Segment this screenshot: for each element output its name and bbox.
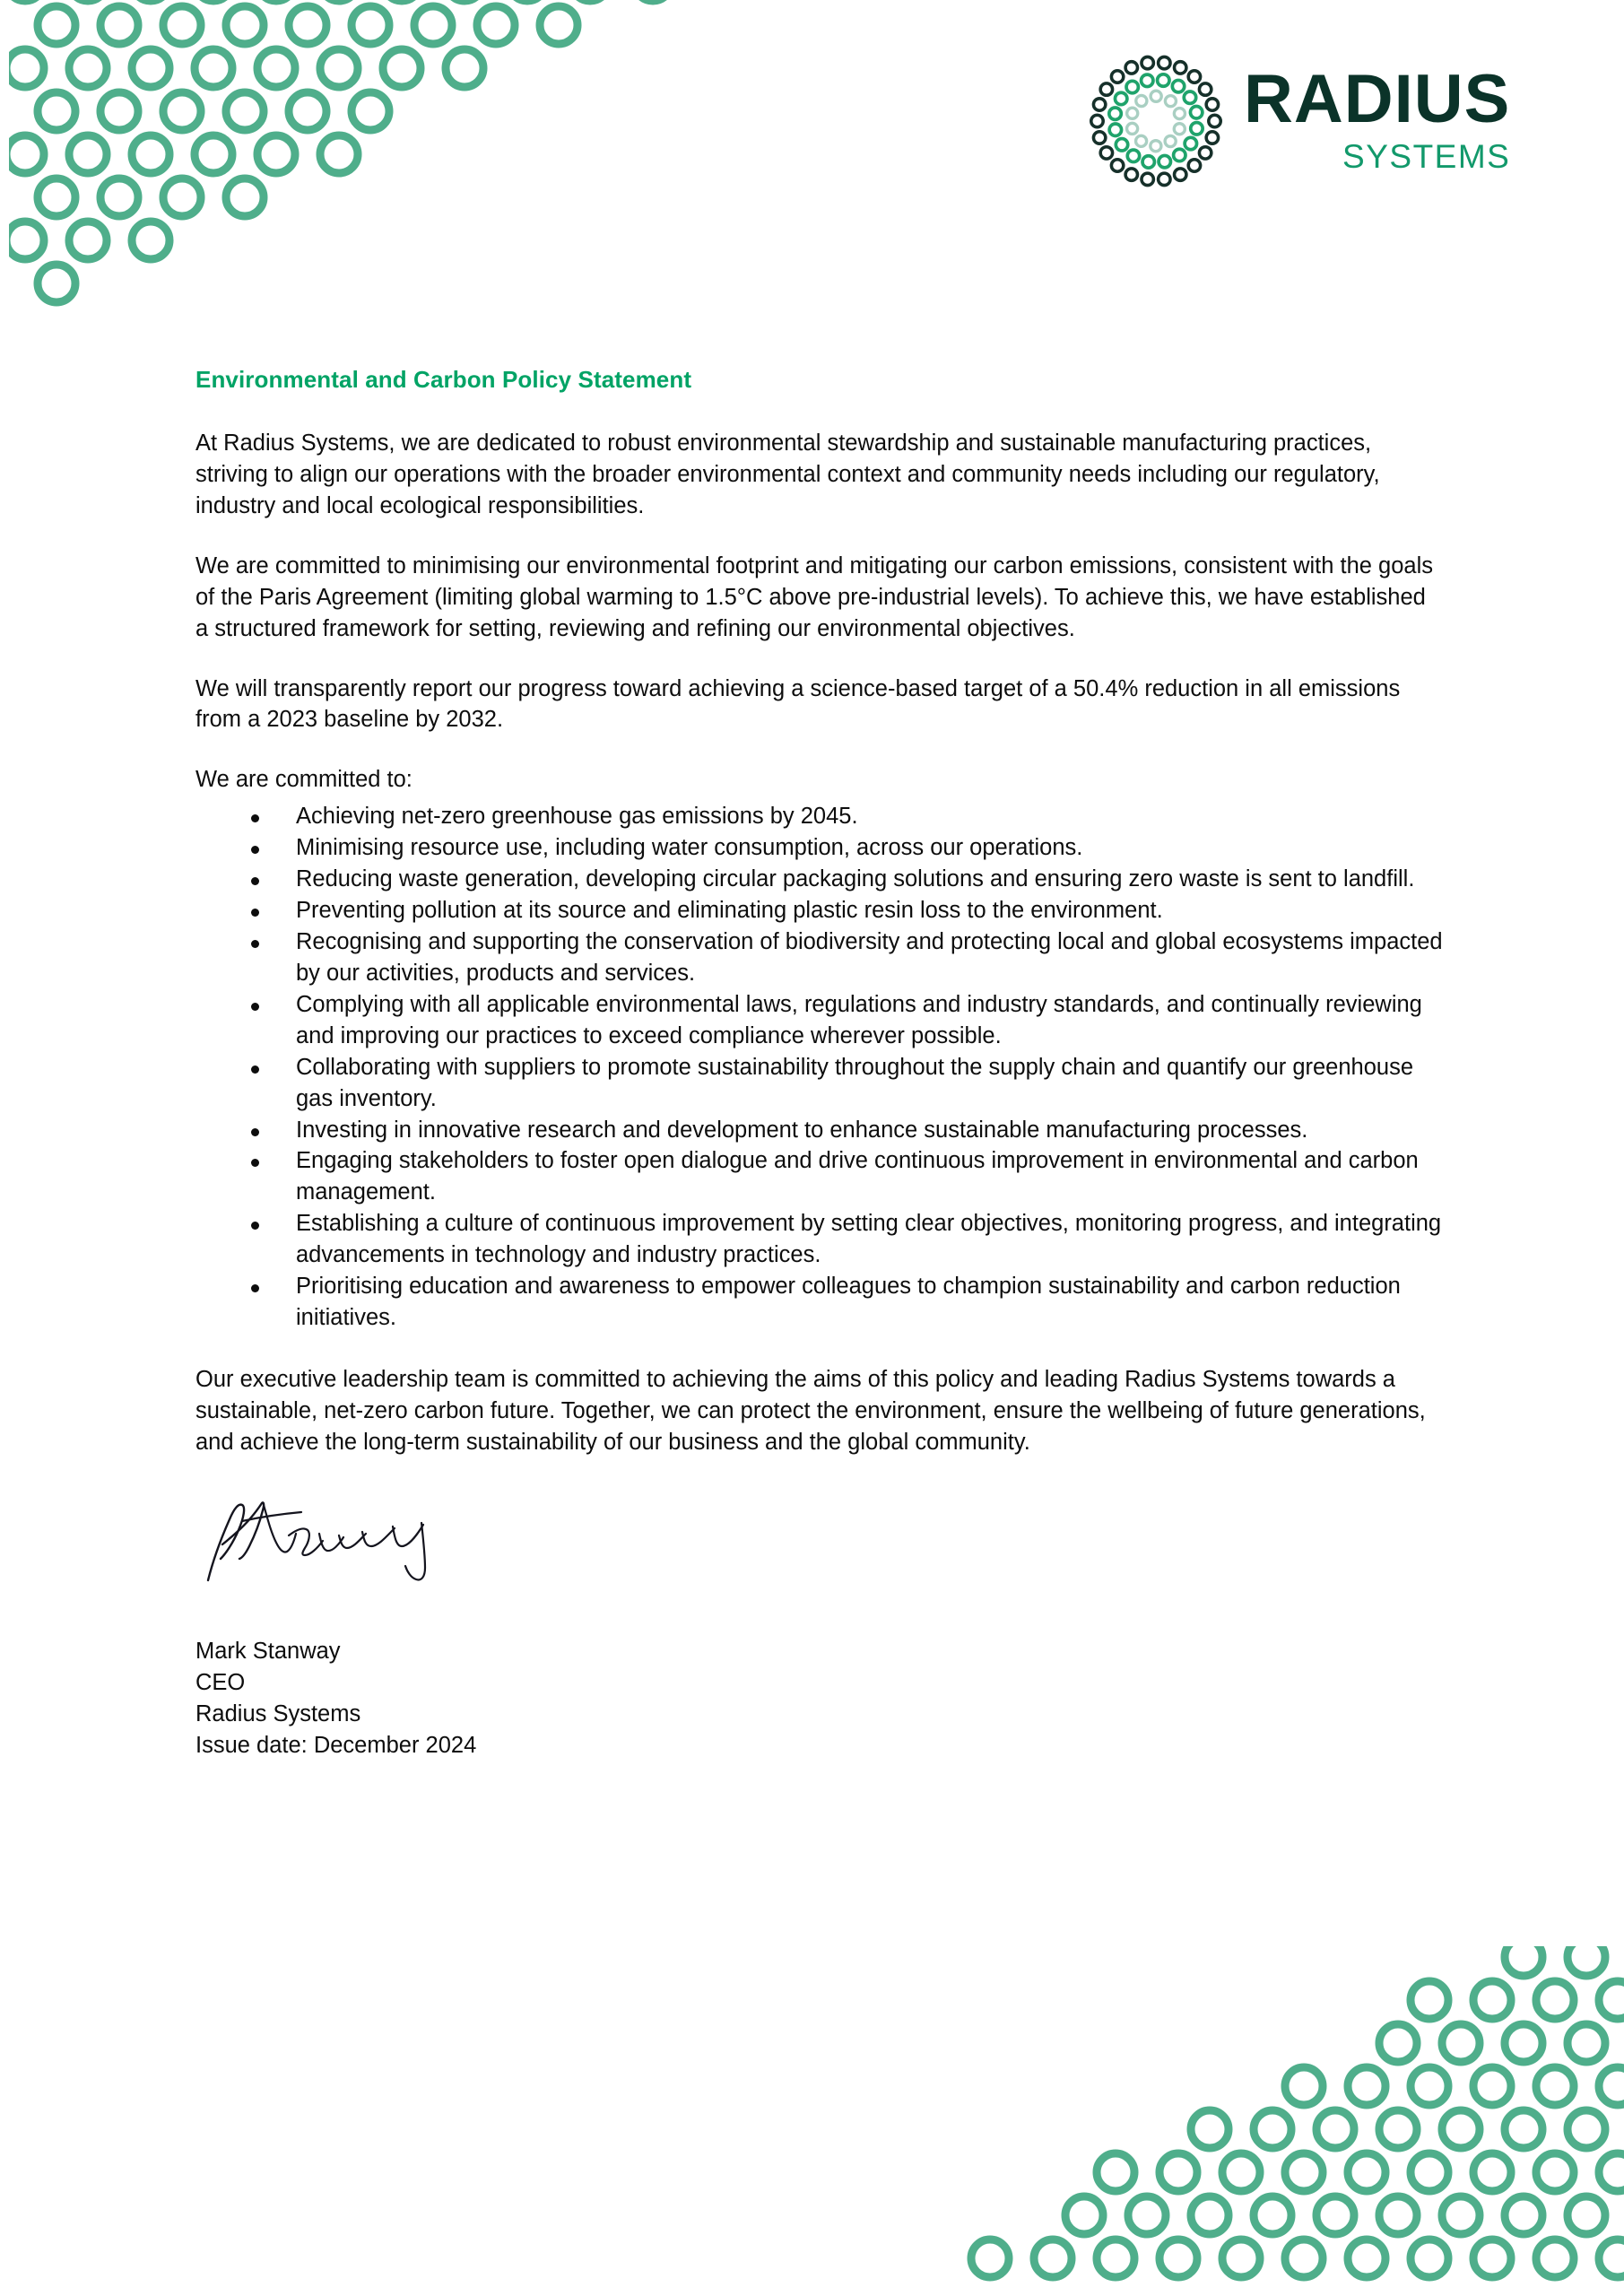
signature-block	[195, 1494, 1444, 1761]
commitment-item: Minimising resource use, including water consumption, across our operations.	[195, 832, 1444, 864]
handwritten-signature-icon	[195, 1494, 491, 1593]
paragraph-target: We will transparently report our progress toward achieving a science-based target of a 50.4% reduction in all emissions from a 2023 baseline by 2032.	[195, 675, 1401, 733]
paragraph-commitment: We are committed to minimising our environmental footprint and mitigating our carbon emissions, consistent with the goals of the Paris Agreement (limiting global warming to 1.5°C above pre-industrial levels). To achieve this, we have established a structured framework for setting, reviewing and refining our environmental objectives.	[195, 552, 1434, 641]
signatory-company: Radius Systems	[195, 1700, 361, 1726]
logo-wordmark	[1244, 60, 1511, 176]
commitment-item: Collaborating with suppliers to promote sustainability throughout the supply chain and quantify our greenhouse gas inventory.	[195, 1052, 1444, 1115]
signatory-details	[195, 1636, 1444, 1761]
commitment-item: Complying with all applicable environmental laws, regulations and industry standards, and continually reviewing and improving our practices to exceed compliance wherever possible.	[195, 989, 1444, 1052]
commitment-item: Investing in innovative research and development to enhance sustainable manufacturing processes.	[195, 1115, 1444, 1146]
commitment-item: Recognising and supporting the conservation of biodiversity and protecting local and global ecosystems impacted by our activities, products and services.	[195, 926, 1444, 989]
document-body	[195, 366, 1444, 1761]
commitment-item: Engaging stakeholders to foster open dialogue and drive continuous improvement in environmental and carbon management.	[195, 1145, 1444, 1208]
decorative-circle-pattern-bottom-right	[942, 1946, 1624, 2296]
radius-dotted-circle-logo-icon	[1081, 46, 1231, 196]
logo-radius-text: RADIUS	[1244, 60, 1511, 137]
commitments-list	[195, 801, 1444, 1334]
commitment-item: Preventing pollution at its source and eliminating plastic resin loss to the environment.	[195, 895, 1444, 926]
company-logo	[1081, 45, 1583, 197]
decorative-circle-pattern-top-left	[9, 0, 690, 321]
list-intro-text: We are committed to:	[195, 767, 413, 793]
logo-systems-text: SYSTEMS	[1342, 137, 1511, 175]
signatory-name: Mark Stanway	[195, 1638, 341, 1664]
commitment-item: Achieving net-zero greenhouse gas emissions by 2045.	[195, 801, 1444, 832]
commitment-item: Establishing a culture of continuous improvement by setting clear objectives, monitoring progress, and integrating advancements in technology and industry practices.	[195, 1208, 1444, 1271]
commitment-item: Reducing waste generation, developing circular packaging solutions and ensuring zero waste is sent to landfill.	[195, 864, 1444, 895]
issue-date: Issue date: December 2024	[195, 1732, 477, 1758]
paragraph-intro: At Radius Systems, we are dedicated to robust environmental stewardship and sustainable manufacturing practices, striving to align our operations with the broader environmental context and community needs including our regulatory, industry and local ecological responsibilities.	[195, 430, 1380, 518]
page-title: Environmental and Carbon Policy Statement	[195, 366, 692, 393]
signatory-role: CEO	[195, 1669, 246, 1695]
commitment-item: Prioritising education and awareness to empower colleagues to champion sustainability and carbon reduction initiatives.	[195, 1271, 1444, 1334]
paragraph-closing: Our executive leadership team is committed to achieving the aims of this policy and leading Radius Systems towards a sustainable, net-zero carbon future. Together, we can protect the environment, ensure the wellbeing of future generations, and achieve the long-term sustainability of our business and the global community.	[195, 1366, 1426, 1455]
